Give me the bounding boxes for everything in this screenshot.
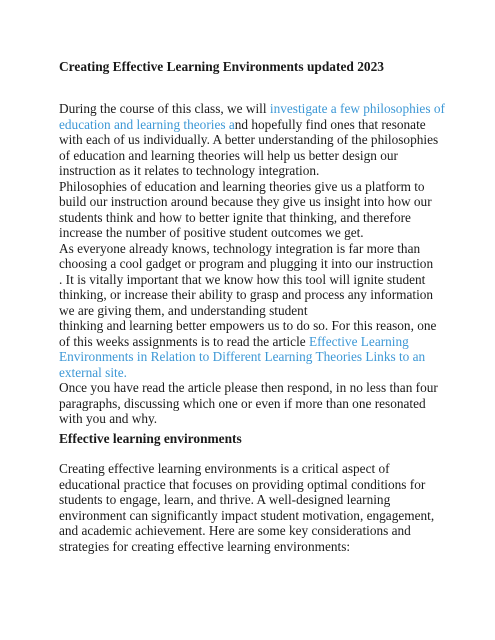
text-line [59, 163, 439, 179]
text-line [59, 101, 445, 117]
text-segment: As everyone already knows, technology integration is far more than [59, 240, 421, 256]
text-line [59, 396, 439, 412]
text-segment: increase the number of positive student outcomes we get. [59, 225, 364, 240]
text-segment: . It is vitally important that we know how this tool will ignite student [59, 271, 426, 287]
text-line [59, 117, 439, 133]
text-segment: build our instruction around because they give us insight into how our [59, 194, 432, 209]
text-line: Creating effective learning environments is a critical aspect of [59, 461, 390, 476]
text-line [59, 380, 439, 396]
section-heading: Effective learning environments [59, 431, 242, 446]
text-segment: paragraphs, discussing which one or even if more than one resonated [59, 395, 426, 411]
article-link[interactable]: Effective Learning [309, 333, 409, 349]
text-segment: instruction as it relates to technology integration. [59, 163, 320, 178]
text-segment: we are giving them, and understanding student [59, 302, 308, 318]
text-line [59, 303, 439, 319]
text-segment: Philosophies of education and learning theories give us a platform to [59, 178, 425, 194]
text-segment: students think and how to better ignite that thinking, and therefore [59, 209, 411, 225]
article-link[interactable]: external site. [59, 364, 127, 380]
article-link[interactable]: investigate a few philosophies of [269, 101, 445, 116]
text-line [59, 365, 439, 381]
text-line [59, 287, 439, 303]
text-segment: of this weeks assignments is to read the article [59, 333, 309, 349]
text-line [59, 210, 439, 226]
text-segment: choosing a cool gadget or program and plugging it into our instruction [59, 256, 434, 271]
text-line: educational practice that focuses on providing optimal conditions for [59, 476, 426, 492]
article-link[interactable]: Environments in Relation to Different Learning Theories Links to an [59, 349, 426, 364]
text-line [59, 318, 439, 334]
text-line [59, 411, 439, 427]
text-segment: with you and why. [59, 411, 158, 426]
text-line [59, 179, 439, 195]
text-line [59, 272, 439, 288]
text-line: environment can significantly impact student motivation, engagement, [59, 507, 435, 523]
text-segment: thinking and learning better empowers us to do so. For this reason, one [59, 318, 437, 333]
text-segment: nd hopefully find ones that resonate [234, 116, 426, 132]
section-paragraph [59, 461, 439, 554]
text-line [59, 225, 439, 241]
text-line: and academic achievement. Here are some key considerations and [59, 523, 411, 538]
text-line [59, 241, 439, 257]
text-line: strategies for creating effective learning environments: [59, 538, 351, 554]
text-line [59, 194, 439, 210]
text-segment: of education and learning theories will help us better design our [59, 147, 398, 163]
text-line: students to engage, learn, and thrive. A well-designed learning [59, 492, 391, 507]
document-title: Creating Effective Learning Environments updated 2023 [59, 59, 384, 74]
text-line [59, 132, 439, 148]
article-link[interactable]: education and learning theories a [59, 116, 235, 132]
text-line [59, 334, 439, 350]
text-segment: thinking, or increase their ability to grasp and process any information [59, 287, 434, 302]
text-line [59, 349, 439, 365]
intro-paragraph [59, 101, 445, 427]
text-segment: Once you have read the article please then respond, in no less than four [59, 380, 438, 395]
text-segment: with each of us individually. A better understanding of the philosophies [59, 132, 439, 147]
text-line [59, 256, 439, 272]
text-line [59, 148, 439, 164]
text-segment: During the course of this class, we will [59, 101, 270, 116]
